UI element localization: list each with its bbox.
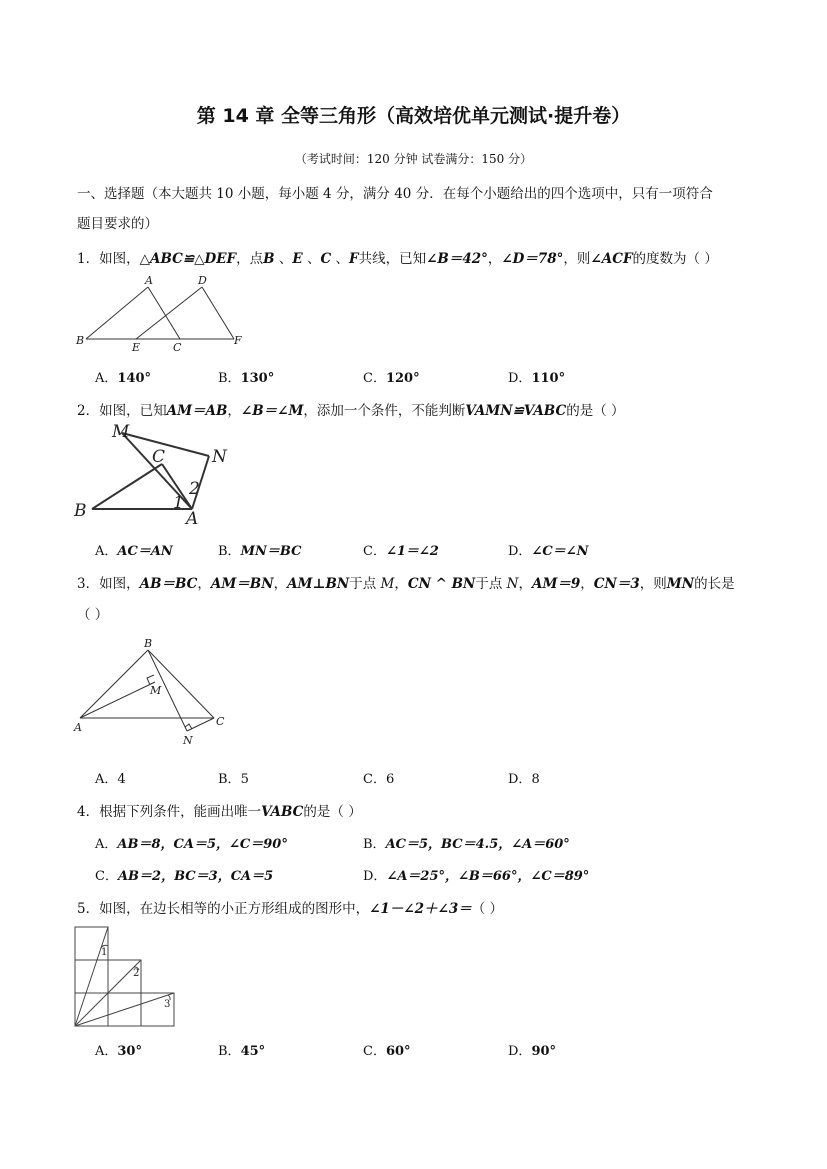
question-3-stem: 3．如图，AB＝BC，AM＝BN，AM⊥BN于点 M，CN ^ BN于点 N，AM＝9，CN＝3，则MN的长是 — [77, 576, 735, 592]
section-heading-line2: 题目要求的） — [77, 216, 158, 232]
q1-option-d[interactable]: D．110° — [508, 371, 566, 386]
label-2: 2 — [189, 479, 200, 499]
q2-option-b[interactable]: B．MN＝BC — [218, 544, 302, 559]
question-1-stem: 1．如图，△ABC≌△DEF，点B 、E 、C 、F共线，已知∠B＝42°，∠D＝78°，则∠ACF的度数为（ ） — [77, 251, 718, 267]
q5-option-d[interactable]: D．90° — [508, 1044, 557, 1059]
question-number: 4． — [77, 804, 100, 820]
question-number: 1． — [77, 251, 100, 267]
q4-option-c[interactable]: C．AB＝2，BC＝3，CA＝5 — [95, 869, 274, 884]
q3-option-c[interactable]: C．6 — [363, 772, 395, 787]
q4-option-b[interactable]: B．AC＝5，BC＝4.5，∠A＝60° — [363, 837, 570, 852]
angle-label-3: 3 — [164, 999, 171, 1010]
label-F: F — [234, 334, 242, 347]
question-3-stem-line2: （ ） — [77, 607, 109, 623]
q5-option-c[interactable]: C．60° — [363, 1044, 411, 1059]
page-title: 第 14 章 全等三角形（高效培优单元测试·提升卷） — [196, 105, 631, 127]
figure-q5-grid — [72, 924, 182, 1028]
q1-option-b[interactable]: B．130° — [218, 371, 275, 386]
label-D: D — [198, 274, 207, 287]
q1-option-a[interactable]: A．140° — [95, 371, 152, 386]
figure-q3-triangle — [72, 636, 232, 748]
q2-option-a[interactable]: A．AC＝AN — [95, 544, 173, 559]
question-number: 3． — [77, 576, 100, 592]
label-M: M — [150, 684, 162, 697]
question-5-stem: 5．如图，在边长相等的小正方形组成的图形中，∠1－∠2＋∠3＝（ ） — [77, 901, 504, 917]
label-B: B — [74, 501, 87, 521]
q3-option-d[interactable]: D．8 — [508, 772, 540, 787]
q3-option-a[interactable]: A．4 — [95, 772, 126, 787]
section-heading-line1: 一、选择题（本大题共 10 小题，每小题 4 分，满分 40 分．在每个小题给出的四个选项中，只有一项符合 — [77, 186, 713, 202]
question-4-stem: 4．根据下列条件，能画出唯一VABC的是（ ） — [77, 804, 362, 820]
figure-q1-triangles — [76, 272, 256, 352]
label-M: M — [112, 422, 130, 442]
q4-option-a[interactable]: A．AB＝8，CA＝5，∠C＝90° — [95, 837, 288, 852]
label-E: E — [132, 341, 141, 354]
label-B: B — [144, 637, 153, 650]
label-1: 1 — [173, 493, 184, 513]
label-N: N — [183, 734, 193, 747]
label-B: B — [76, 334, 85, 347]
q1-option-c[interactable]: C．120° — [363, 371, 420, 386]
figure-q2-triangles — [72, 420, 242, 530]
label-C: C — [173, 341, 182, 354]
q5-option-b[interactable]: B．45° — [218, 1044, 266, 1059]
label-N: N — [212, 447, 227, 467]
label-A: A — [145, 274, 153, 287]
label-A: A — [74, 721, 82, 734]
label-C: C — [216, 715, 225, 728]
question-number: 5． — [77, 901, 100, 917]
question-number: 2． — [77, 403, 100, 419]
q5-option-a[interactable]: A．30° — [95, 1044, 142, 1059]
q2-option-c[interactable]: C．∠1＝∠2 — [363, 544, 439, 559]
question-2-stem: 2．如图，已知AM＝AB，∠B＝∠M，添加一个条件，不能判断VAMN≌VABC的是（ ） — [77, 403, 625, 419]
angle-label-2: 2 — [133, 968, 140, 979]
q3-option-b[interactable]: B．5 — [218, 772, 249, 787]
label-A: A — [186, 509, 199, 529]
exam-info: （考试时间：120 分钟 试卷满分：150 分） — [294, 152, 533, 166]
angle-label-1: 1 — [101, 947, 108, 958]
q4-option-d[interactable]: D．∠A＝25°，∠B＝66°，∠C＝89° — [363, 869, 590, 884]
q2-option-d[interactable]: D．∠C＝∠N — [508, 544, 589, 559]
label-C: C — [152, 447, 166, 467]
